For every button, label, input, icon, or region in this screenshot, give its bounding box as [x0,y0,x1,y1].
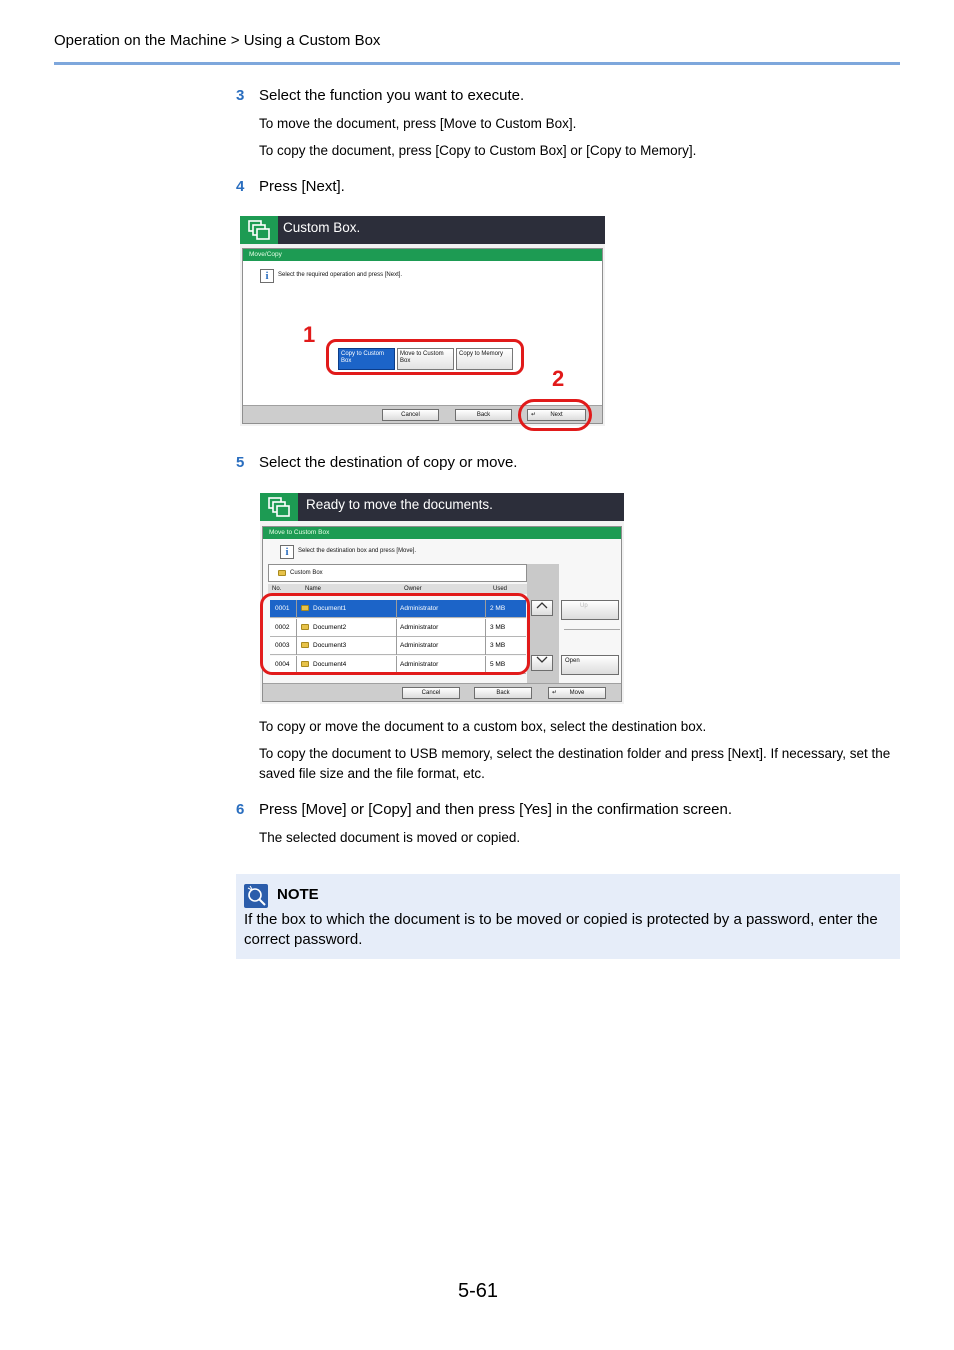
enter-icon: ↵ [552,690,558,696]
row-no: 0001 [275,605,290,612]
row-owner: Administrator [400,605,439,612]
info-icon: i [280,545,294,559]
instruction-text: Select the destination box and press [Move]. [298,548,417,554]
row-name: Document2 [313,624,347,631]
row-name: Document4 [313,661,347,668]
step-3-title: Select the function you want to execute. [259,87,525,104]
instruction-text: Select the required operation and press [Next]. [278,272,403,278]
step-5-line-1: To copy or move the document to a custom box, select the destination box. [259,719,707,734]
path-field [268,564,527,582]
cancel-button[interactable]: Cancel [382,409,439,421]
path-label: Custom Box [290,570,323,576]
row-used: 3 MB [490,642,506,649]
highlight-next [518,399,592,431]
step-4-title: Press [Next]. [259,178,345,195]
next-button-label: Next [550,412,563,418]
screen-title: Custom Box. [283,220,361,235]
row-used: 2 MB [490,605,506,612]
step-5-number: 5 [236,454,245,471]
open-button[interactable]: Open [561,655,619,675]
back-button[interactable]: Back [455,409,512,421]
page-number: 5-61 [458,1280,499,1302]
column-no[interactable]: No. [272,586,282,592]
copy-to-memory-button[interactable]: Copy to Memory [456,348,513,370]
cancel-button[interactable]: Cancel [402,687,460,699]
scroll-up-button[interactable] [531,600,553,616]
column-used[interactable]: Used [493,586,508,592]
enter-icon: ↵ [531,412,537,418]
step-5-title: Select the destination of copy or move. [259,454,518,471]
step-3-number: 3 [236,87,245,104]
header-rule [54,62,900,65]
column-name[interactable]: Name [305,586,322,592]
back-button[interactable]: Back [474,687,532,699]
section-bar: Move to Custom Box [263,527,621,539]
step-3-line-1: To move the document, press [Move to Custom Box]. [259,116,577,131]
callout-1: 1 [303,322,316,347]
screen2-title-bar [260,493,624,521]
note-title: NOTE [277,886,319,903]
up-button[interactable]: Up [561,600,619,620]
row-used: 3 MB [490,624,506,631]
row-owner: Administrator [400,661,439,668]
section-bar: Move/Copy [243,249,602,261]
custom-box-icon [240,216,278,244]
copy-to-custom-box-button[interactable]: Copy to Custom Box [338,348,395,370]
note-box [236,874,900,959]
row-no: 0002 [275,624,290,631]
step-3-line-2: To copy the document, press [Copy to Custom Box] or [Copy to Memory]. [259,143,697,158]
folder-icon [278,570,286,576]
move-button[interactable] [548,687,606,699]
screen2-title: Ready to move the documents. [306,497,493,512]
step-6-line-1: The selected document is moved or copied. [259,830,521,845]
step-5-line-2: To copy the document to USB memory, select the destination folder and press [Next]. If necessary, set the saved file size and the file format, etc. [259,746,891,781]
highlight-options [326,339,524,375]
note-icon [244,884,268,908]
screen-title-bar [240,216,605,244]
custom-box-icon [260,493,298,521]
chevron-down-icon [536,656,548,664]
callout-2: 2 [552,366,565,391]
row-owner: Administrator [400,642,439,649]
screen-content [242,248,603,424]
row-name: Document1 [313,605,347,612]
scroll-down-button[interactable] [531,655,553,671]
chevron-up-icon [536,601,548,609]
row-name: Document3 [313,642,347,649]
step-6-number: 6 [236,801,245,818]
page-header-title: Operation on the Machine > Using a Custom Box [54,32,381,49]
step-6-title: Press [Move] or [Copy] and then press [Yes] in the confirmation screen. [259,801,733,818]
row-owner: Administrator [400,624,439,631]
side-divider [564,629,620,630]
row-used: 5 MB [490,661,506,668]
screen-move-copy [240,216,605,426]
note-text: If the box to which the document is to be moved or copied is protected by a password, enter the correct password. [244,911,878,948]
step-4-number: 4 [236,178,245,195]
row-no: 0004 [275,661,290,668]
info-icon: i [260,269,274,283]
row-no: 0003 [275,642,290,649]
move-to-custom-box-button[interactable]: Move to Custom Box [397,348,454,370]
move-button-label: Move [569,690,585,696]
screen2-footer [263,683,621,701]
scrollbar-track [527,564,559,694]
column-owner[interactable]: Owner [404,586,422,592]
highlight-rows [260,593,530,675]
